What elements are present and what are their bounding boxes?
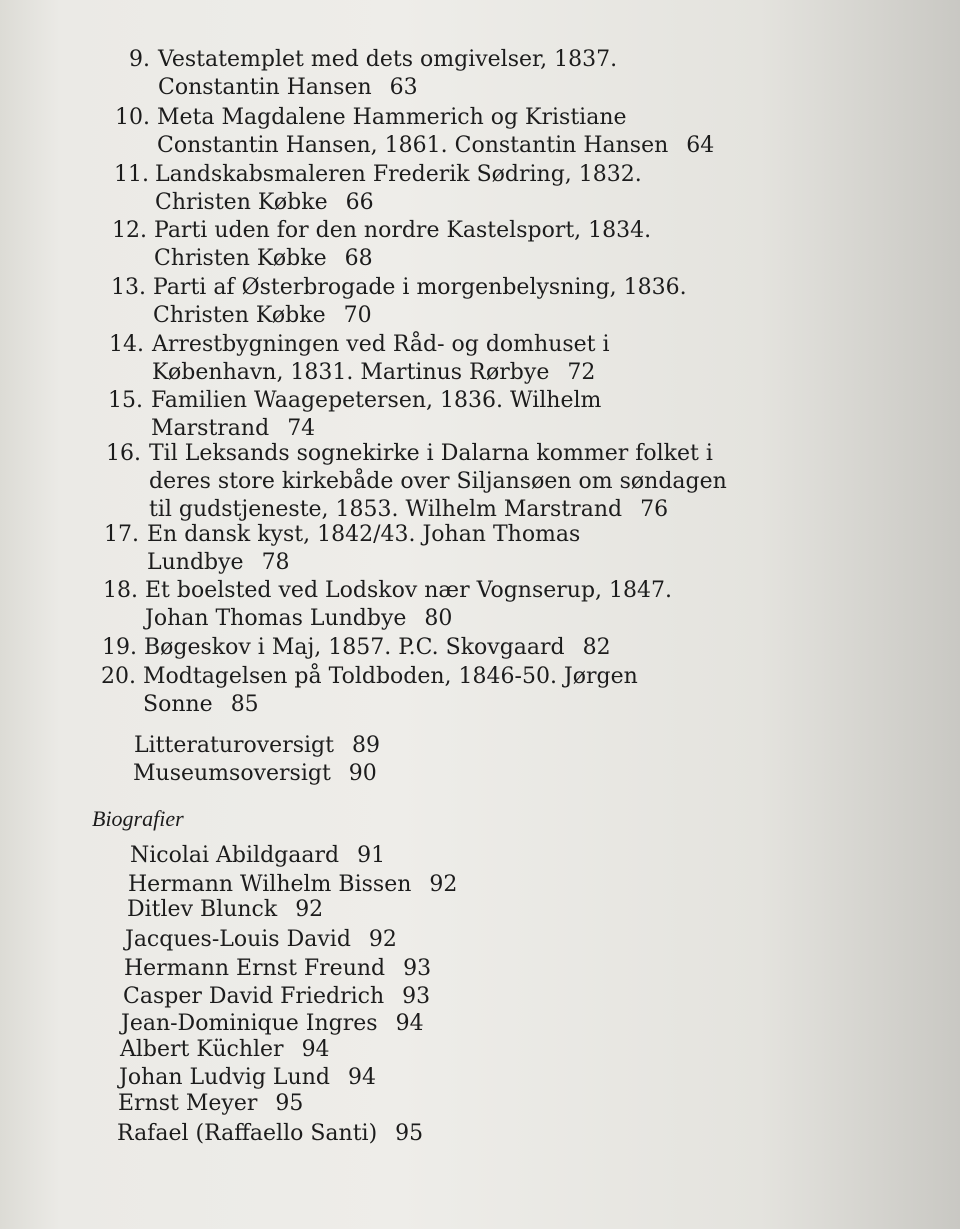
- biography-name: Hermann Wilhelm Bissen: [128, 872, 412, 897]
- biography-page-number: 95: [395, 1121, 424, 1146]
- entry-title: [147, 521, 580, 577]
- entry-line: Bøgeskov i Maj, 1857. P.C. Skovgaard 82: [144, 635, 611, 660]
- entry-title: [151, 387, 601, 443]
- entry-number: 19.: [102, 635, 137, 660]
- biography-item: [127, 896, 323, 924]
- entry-title: [157, 104, 714, 160]
- entry-title: [158, 46, 617, 102]
- biography-name: Jean-Dominique Ingres: [121, 1011, 378, 1036]
- entry-number: 20.: [101, 664, 136, 689]
- biography-name: Casper David Friedrich: [123, 984, 385, 1009]
- entry-line: Parti af Østerbrogade i morgenbelysning, 1836.: [153, 275, 687, 300]
- biography-name: Jacques-Louis David: [125, 927, 351, 952]
- entry-title: [143, 663, 638, 719]
- biography-page-number: 94: [347, 1065, 376, 1090]
- biography-item: [121, 1010, 424, 1038]
- entry-title: [149, 440, 727, 524]
- appendix-page-number: 90: [348, 761, 377, 786]
- entry-line: Modtagelsen på Toldboden, 1846-50. Jørgen: [143, 664, 638, 689]
- entry-number: 13.: [111, 275, 146, 300]
- entry-line: Meta Magdalene Hammerich og Kristiane: [157, 105, 627, 130]
- biography-item: [118, 1090, 303, 1118]
- entry-page-number: 76: [640, 497, 669, 522]
- biography-item: [130, 842, 385, 870]
- biography-item: [120, 1036, 330, 1064]
- entry-title: [153, 274, 687, 330]
- entry-line: Constantin Hansen, 1861. Constantin Hansen 64: [157, 133, 715, 158]
- entry-page-number: 78: [261, 550, 290, 575]
- biography-page-number: 93: [403, 956, 432, 981]
- appendix-page-number: 89: [351, 733, 380, 758]
- entry-title: [154, 217, 651, 273]
- entry-line: Marstrand 74: [151, 416, 316, 441]
- appendix-label: Museumsoversigt: [133, 761, 331, 786]
- biography-name: Rafael (Raffaello Santi): [117, 1121, 378, 1146]
- biographies-heading: Biografier: [92, 806, 184, 831]
- biography-name: Ernst Meyer: [118, 1091, 258, 1116]
- entry-page-number: 74: [287, 416, 316, 441]
- entry-line: København, 1831. Martinus Rørbye 72: [152, 360, 596, 385]
- entry-number: 18.: [103, 578, 138, 603]
- biography-item: [124, 955, 431, 983]
- entry-number: 9.: [129, 47, 150, 72]
- entry-line: Landskabsmaleren Frederik Sødring, 1832.: [155, 162, 642, 187]
- biography-page-number: 93: [402, 984, 431, 1009]
- entry-page-number: 72: [567, 360, 596, 385]
- biography-name: Ditlev Blunck: [127, 897, 278, 922]
- entry-page-number: 64: [686, 133, 715, 158]
- entry-page-number: 63: [389, 75, 418, 100]
- entry-line: Christen Købke 70: [153, 303, 372, 328]
- biography-page-number: 92: [368, 927, 397, 952]
- biography-page-number: 94: [395, 1011, 424, 1036]
- biography-item: [117, 1120, 423, 1148]
- biography-name: Albert Küchler: [120, 1037, 284, 1062]
- entry-number: 10.: [115, 105, 150, 130]
- appendix-item: [134, 732, 380, 760]
- entry-page-number: 68: [344, 246, 373, 271]
- entry-line: Constantin Hansen 63: [158, 75, 418, 100]
- entry-number: 15.: [108, 388, 143, 413]
- entry-line: Familien Waagepetersen, 1836. Wilhelm: [151, 388, 602, 413]
- entry-line: Sonne 85: [143, 692, 259, 717]
- biography-name: Johan Ludvig Lund: [119, 1065, 330, 1090]
- entry-line: Lundbye 78: [147, 550, 290, 575]
- biography-page-number: 95: [275, 1091, 304, 1116]
- entry-number: 14.: [109, 332, 144, 357]
- entry-line: Vestatemplet med dets omgivelser, 1837.: [158, 47, 618, 72]
- entry-line: til gudstjeneste, 1853. Wilhelm Marstrand 76: [149, 497, 669, 522]
- entry-number: 16.: [106, 441, 141, 466]
- entry-line: Parti uden for den nordre Kastelsport, 1834.: [154, 218, 652, 243]
- entry-page-number: 82: [582, 635, 611, 660]
- entry-line: Til Leksands sognekirke i Dalarna kommer folket i: [149, 441, 713, 466]
- entry-title: [155, 161, 642, 217]
- entry-page-number: 70: [343, 303, 372, 328]
- biography-item: [125, 926, 397, 954]
- entry-page-number: 80: [424, 606, 453, 631]
- entry-line: Christen Købke 66: [155, 190, 374, 215]
- entry-page-number: 85: [230, 692, 259, 717]
- entry-line: Arrestbygningen ved Råd- og domhuset i: [152, 332, 610, 357]
- entry-number: 11.: [114, 162, 149, 187]
- entry-title: [145, 577, 672, 633]
- biography-page-number: 91: [357, 843, 386, 868]
- entry-page-number: 66: [345, 190, 374, 215]
- entry-line: Johan Thomas Lundbye 80: [145, 606, 453, 631]
- entry-title: [152, 331, 610, 387]
- entry-number: 17.: [104, 522, 139, 547]
- entry-line: En dansk kyst, 1842/43. Johan Thomas: [147, 522, 581, 547]
- entry-line: Et boelsted ved Lodskov nær Vognserup, 1847.: [145, 578, 673, 603]
- biography-page-number: 92: [295, 897, 324, 922]
- biography-item: [128, 871, 457, 899]
- biography-name: Hermann Ernst Freund: [124, 956, 386, 981]
- biography-item: [119, 1064, 376, 1092]
- entry-number: 12.: [112, 218, 147, 243]
- appendix-item: [133, 760, 377, 788]
- biography-page-number: 92: [429, 872, 458, 897]
- entry-title: [144, 634, 611, 662]
- biography-item: [123, 983, 430, 1011]
- entry-line: Christen Købke 68: [154, 246, 373, 271]
- appendix-label: Litteraturoversigt: [134, 733, 334, 758]
- biography-name: Nicolai Abildgaard: [130, 843, 340, 868]
- entry-line: deres store kirkebåde over Siljansøen om søndagen: [149, 469, 727, 494]
- biography-page-number: 94: [301, 1037, 330, 1062]
